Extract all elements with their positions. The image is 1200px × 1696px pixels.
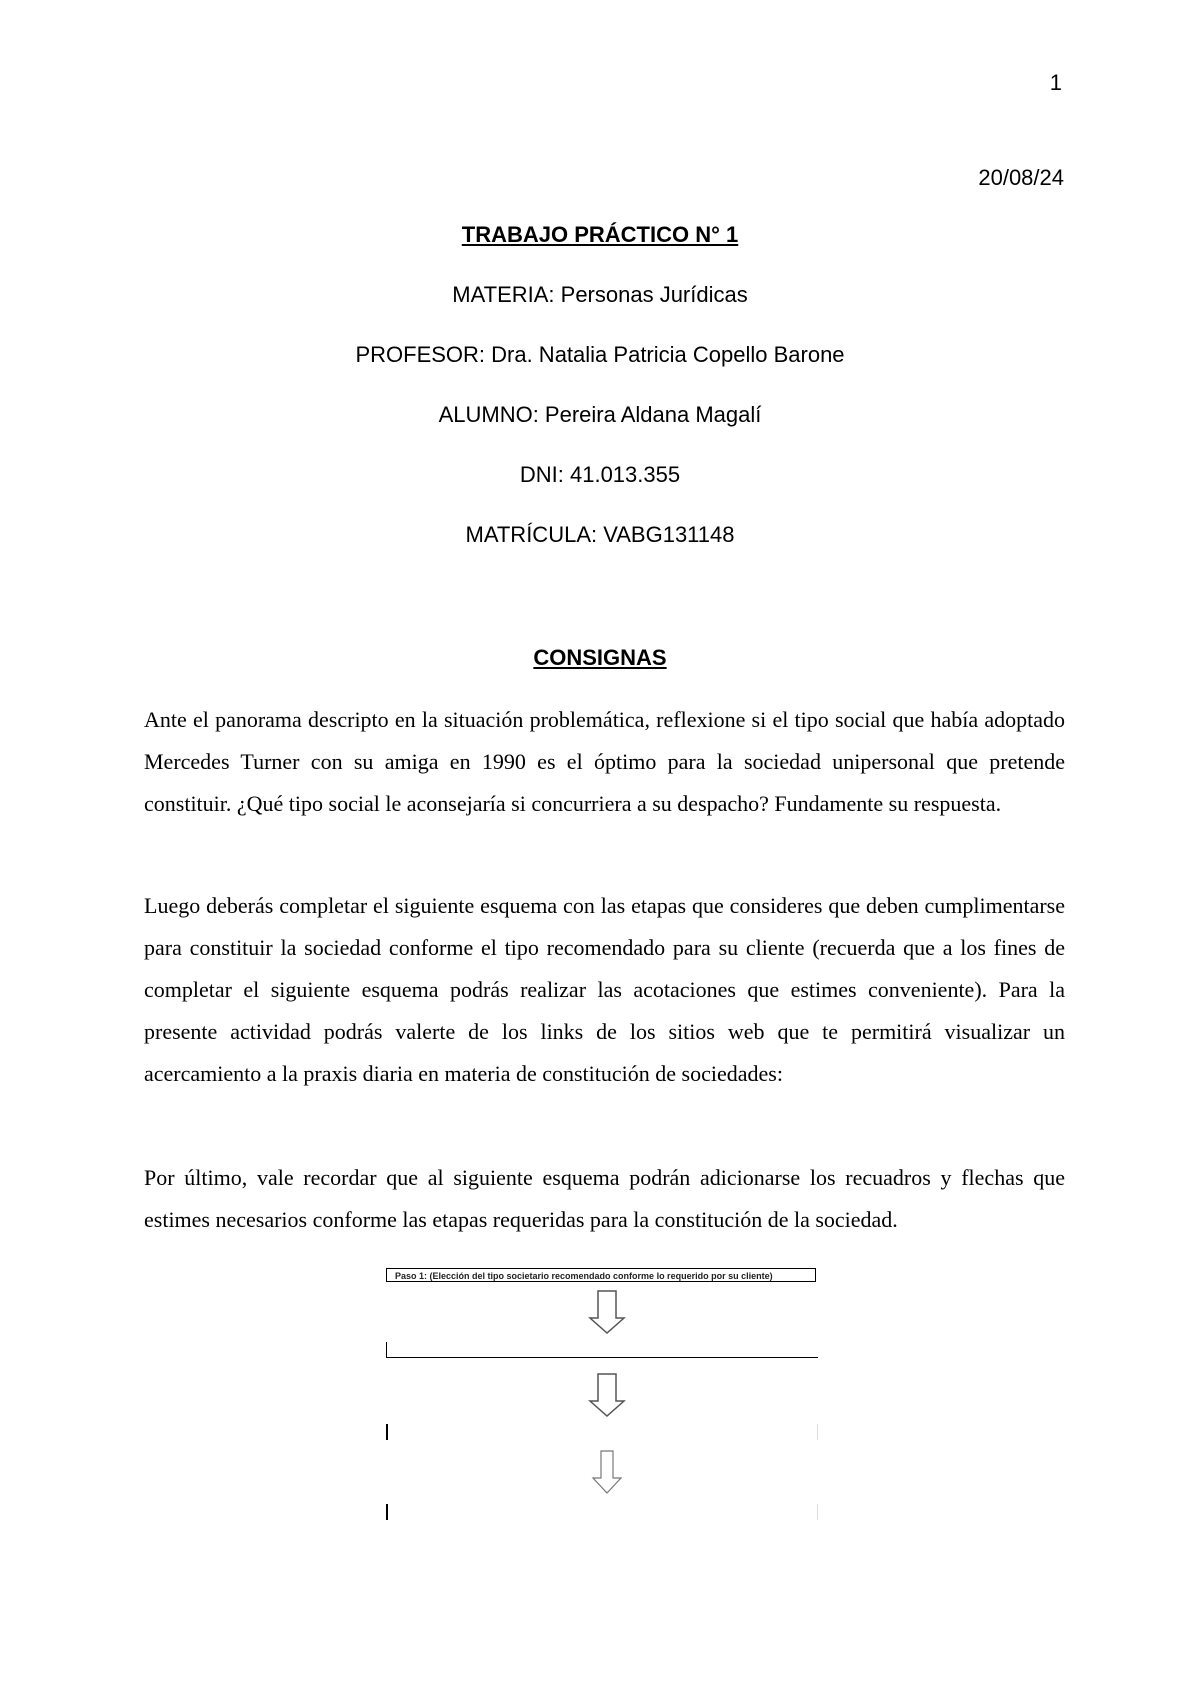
section-title: CONSIGNAS [533,645,667,670]
step-3-box [386,1424,388,1440]
down-arrow-icon [588,1450,626,1494]
page-number: 1 [1049,70,1062,95]
constitution-scheme [386,1268,820,1528]
step-4-box [386,1504,388,1520]
step-2-box [386,1342,818,1358]
dni-line: DNI: 41.013.355 [519,462,681,487]
paragraph-3: Por último, vale recordar que al siguiente esquema podrán adicionarse los recuadros y flechas que estimes necesarios conforme las etapas requeridas para la constitución de la sociedad. [144,1165,1065,1232]
materia-line: MATERIA: Personas Jurídicas [452,282,748,307]
document-title: TRABAJO PRÁCTICO N° 1 [461,222,739,247]
down-arrow-icon [588,1290,626,1334]
paragraph-1: Ante el panorama descripto en la situación problemática, reflexione si el tipo social que había adoptado Mercedes Turner con su amiga en 1990 es el óptimo para la sociedad unipersonal que pretende constituir. ¿Qué tipo social le aconsejaría si concurriera a su despacho? Fundamente su respuesta. [144,707,1065,816]
matricula-line: MATRÍCULA: VABG131148 [465,522,735,547]
profesor-line: PROFESOR: Dra. Natalia Patricia Copello Barone [355,342,845,367]
step-4-box-edge [817,1504,818,1520]
alumno-line: ALUMNO: Pereira Aldana Magalí [438,402,762,427]
step-3-box-edge [817,1424,818,1440]
down-arrow-icon [588,1373,626,1417]
step-1-box: Paso 1: (Elección del tipo societario recomendado conforme lo requerido por su cliente) [386,1268,816,1282]
document-date: 20/08/24 [978,165,1064,190]
header-block [0,222,1200,582]
paragraph-2: Luego deberás completar el siguiente esquema con las etapas que consideres que deben cumplimentarse para constituir la sociedad conforme el tipo recomendado para su cliente (recuerda que a los fines de completar el siguiente esquema podrás realizar las acotaciones que estimes conveniente). Para la presente actividad podrás valerte de los links de los sitios web que te permitirá visualizar un acercamiento a la praxis diaria en materia de constitución de sociedades: [144,893,1065,1086]
